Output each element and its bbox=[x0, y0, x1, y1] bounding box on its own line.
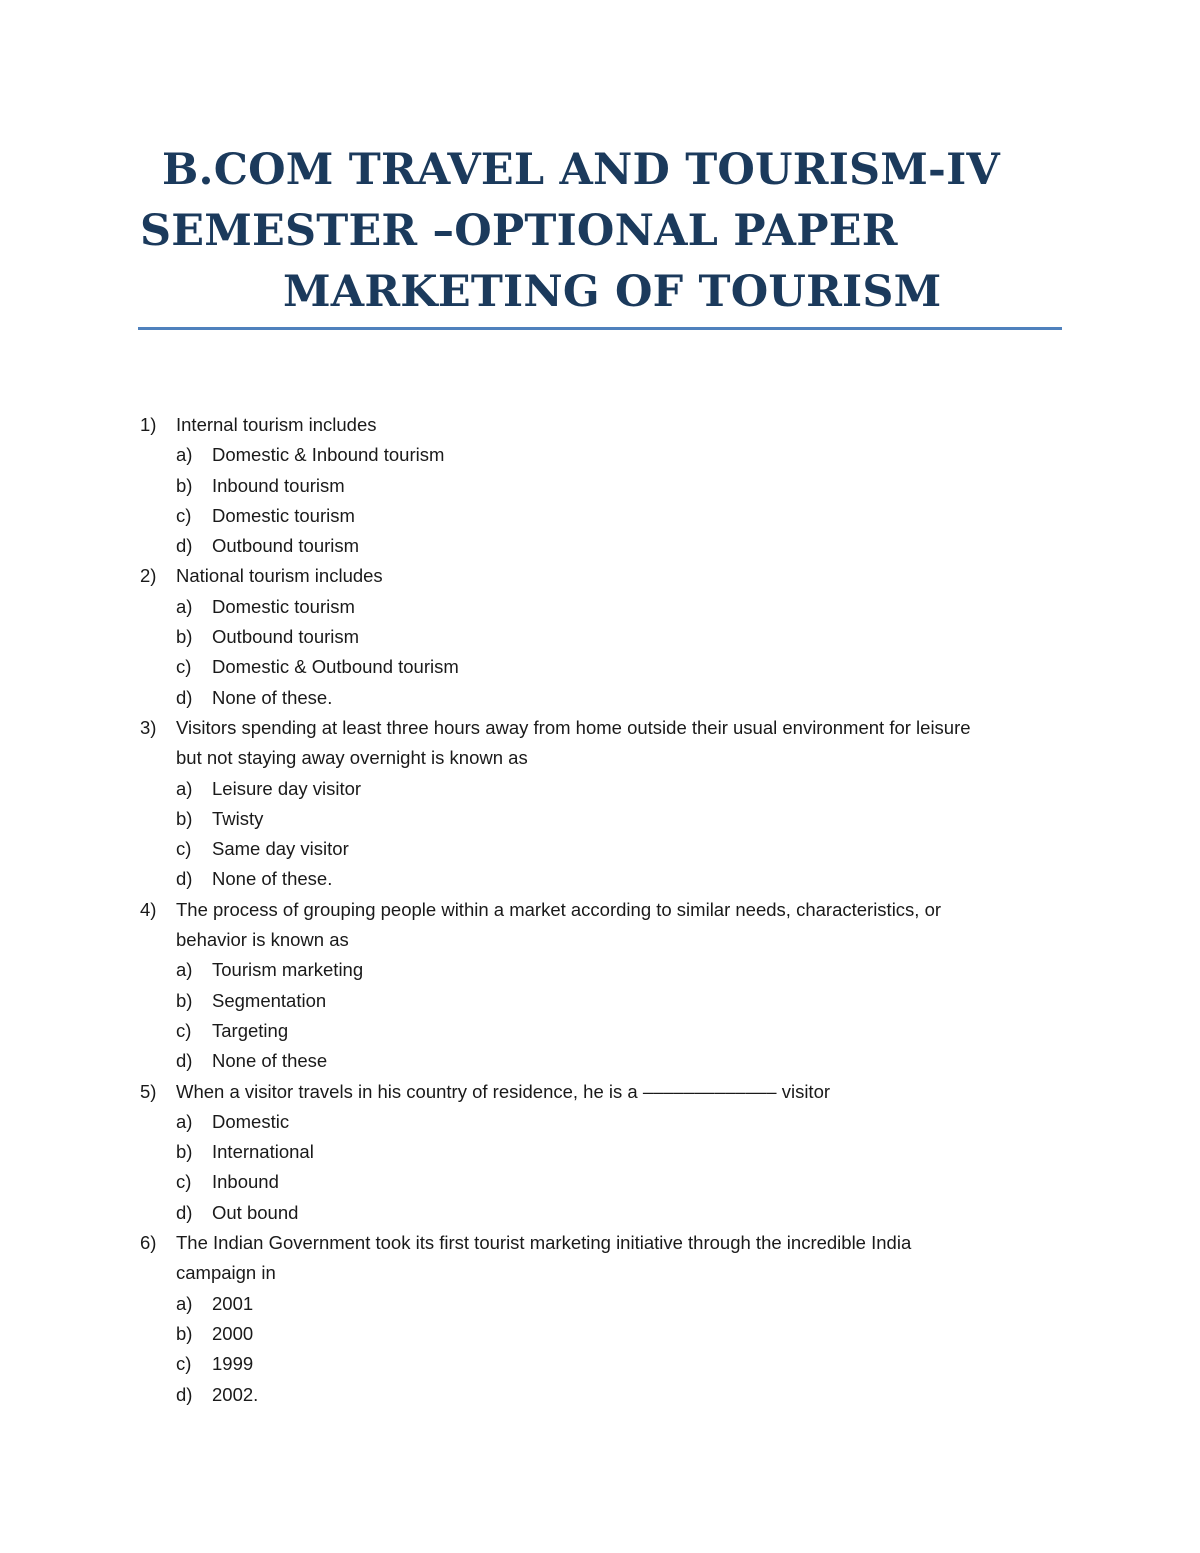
title-line-1: B.COM TRAVEL AND TOURISM-IV bbox=[162, 145, 1000, 195]
option-text: 2001 bbox=[212, 1292, 254, 1314]
option-text: 2000 bbox=[212, 1322, 254, 1344]
option-text: Inbound tourism bbox=[212, 474, 345, 496]
option-text: Domestic bbox=[212, 1110, 290, 1132]
option-letter: b) bbox=[176, 474, 193, 496]
option-letter: b) bbox=[176, 1322, 193, 1344]
option-text: None of these. bbox=[212, 868, 333, 890]
option-text: Outbound tourism bbox=[212, 626, 360, 648]
question-4-stem bbox=[140, 895, 1080, 956]
option-letter: a) bbox=[176, 959, 193, 981]
option-letter: a) bbox=[176, 1110, 193, 1132]
option-text: Domestic & Outbound tourism bbox=[212, 656, 459, 678]
question-number: 2) bbox=[140, 565, 157, 587]
option-list bbox=[140, 592, 1080, 713]
question-2-stem bbox=[140, 561, 1080, 591]
option-letter: c) bbox=[176, 1019, 192, 1041]
option-letter: d) bbox=[176, 868, 193, 890]
option-c bbox=[140, 1016, 1080, 1046]
option-text: 2002. bbox=[212, 1383, 259, 1405]
question-1 bbox=[140, 410, 1080, 561]
option-b bbox=[140, 622, 1080, 652]
option-text: Domestic & Inbound tourism bbox=[212, 444, 445, 466]
option-c bbox=[140, 652, 1080, 682]
question-number: 5) bbox=[140, 1080, 157, 1102]
question-text: Internal tourism includes bbox=[176, 414, 377, 435]
option-letter: c) bbox=[176, 1171, 192, 1193]
option-letter: a) bbox=[176, 444, 193, 466]
option-letter: b) bbox=[176, 1141, 193, 1163]
question-3 bbox=[140, 713, 1080, 895]
question-text-line-2: campaign in bbox=[176, 1262, 276, 1284]
option-list bbox=[140, 1107, 1080, 1228]
question-number: 6) bbox=[140, 1232, 157, 1254]
option-text: 1999 bbox=[212, 1353, 254, 1375]
option-list bbox=[140, 440, 1080, 561]
option-letter: c) bbox=[176, 504, 192, 526]
question-3-stem bbox=[140, 713, 1080, 774]
question-1-stem bbox=[140, 410, 1080, 440]
question-2 bbox=[140, 561, 1080, 712]
option-letter: d) bbox=[176, 1201, 193, 1223]
question-5 bbox=[140, 1077, 1080, 1228]
option-text: Targeting bbox=[212, 1019, 289, 1041]
option-text: Leisure day visitor bbox=[212, 777, 362, 799]
option-letter: a) bbox=[176, 1292, 193, 1314]
option-c bbox=[140, 501, 1080, 531]
option-letter: a) bbox=[176, 777, 193, 799]
question-4 bbox=[140, 895, 1080, 1077]
question-list bbox=[140, 410, 1080, 1410]
option-letter: b) bbox=[176, 989, 193, 1011]
option-a bbox=[140, 592, 1080, 622]
option-text: Segmentation bbox=[212, 989, 327, 1011]
option-a bbox=[140, 955, 1080, 985]
question-6 bbox=[140, 1228, 1080, 1410]
question-text-line-2: behavior is known as bbox=[176, 929, 349, 951]
option-text: Inbound bbox=[212, 1171, 279, 1193]
option-b bbox=[140, 1137, 1080, 1167]
option-b bbox=[140, 471, 1080, 501]
option-letter: b) bbox=[176, 626, 193, 648]
option-c bbox=[140, 1349, 1080, 1379]
option-a bbox=[140, 774, 1080, 804]
title-line-2: SEMESTER –OPTIONAL PAPER bbox=[140, 206, 898, 256]
option-a bbox=[140, 1289, 1080, 1319]
option-letter: b) bbox=[176, 807, 193, 829]
option-letter: c) bbox=[176, 656, 192, 678]
question-5-stem bbox=[140, 1077, 1080, 1107]
option-text: None of these bbox=[212, 1050, 328, 1072]
option-text: None of these. bbox=[212, 686, 333, 708]
option-d bbox=[140, 864, 1080, 894]
option-d bbox=[140, 531, 1080, 561]
option-a bbox=[140, 440, 1080, 470]
option-text: Same day visitor bbox=[212, 838, 349, 860]
question-text: When a visitor travels in his country of residence, he is a ––––––––––––– visitor bbox=[176, 1080, 831, 1102]
question-text-line-1: Visitors spending at least three hours away from home outside their usual environment for leisure bbox=[176, 716, 971, 738]
option-letter: d) bbox=[176, 1383, 193, 1405]
title-line-3: MARKETING OF TOURISM bbox=[283, 267, 942, 317]
option-letter: c) bbox=[176, 1353, 192, 1375]
option-text: Twisty bbox=[212, 807, 264, 829]
option-c bbox=[140, 1167, 1080, 1197]
question-text-line-2: but not staying away overnight is known as bbox=[176, 747, 528, 769]
option-list bbox=[140, 955, 1080, 1076]
option-letter: d) bbox=[176, 535, 193, 557]
option-text: Domestic tourism bbox=[212, 595, 355, 617]
option-d bbox=[140, 1198, 1080, 1228]
option-letter: a) bbox=[176, 595, 193, 617]
option-d bbox=[140, 683, 1080, 713]
option-text: Outbound tourism bbox=[212, 535, 360, 557]
option-a bbox=[140, 1107, 1080, 1137]
title-divider bbox=[138, 327, 1062, 330]
option-list bbox=[140, 1289, 1080, 1410]
option-letter: d) bbox=[176, 1050, 193, 1072]
question-text-line-1: The Indian Government took its first tourist marketing initiative through the incredible India bbox=[176, 1232, 912, 1254]
option-letter: c) bbox=[176, 838, 192, 860]
question-number: 1) bbox=[140, 414, 157, 435]
question-text: National tourism includes bbox=[176, 565, 383, 587]
option-c bbox=[140, 834, 1080, 864]
option-b bbox=[140, 804, 1080, 834]
option-text: Tourism marketing bbox=[212, 959, 364, 981]
question-6-stem bbox=[140, 1228, 1080, 1289]
option-b bbox=[140, 986, 1080, 1016]
option-d bbox=[140, 1380, 1080, 1410]
document-title bbox=[140, 140, 1070, 323]
option-text: International bbox=[212, 1141, 314, 1163]
question-number: 4) bbox=[140, 898, 157, 920]
option-list bbox=[140, 774, 1080, 895]
question-text-line-1: The process of grouping people within a market according to similar needs, characteristics, or bbox=[176, 898, 942, 920]
option-text: Domestic tourism bbox=[212, 504, 355, 526]
option-text: Out bound bbox=[212, 1201, 299, 1223]
option-b bbox=[140, 1319, 1080, 1349]
option-d bbox=[140, 1046, 1080, 1076]
option-letter: d) bbox=[176, 686, 193, 708]
question-number: 3) bbox=[140, 716, 157, 738]
